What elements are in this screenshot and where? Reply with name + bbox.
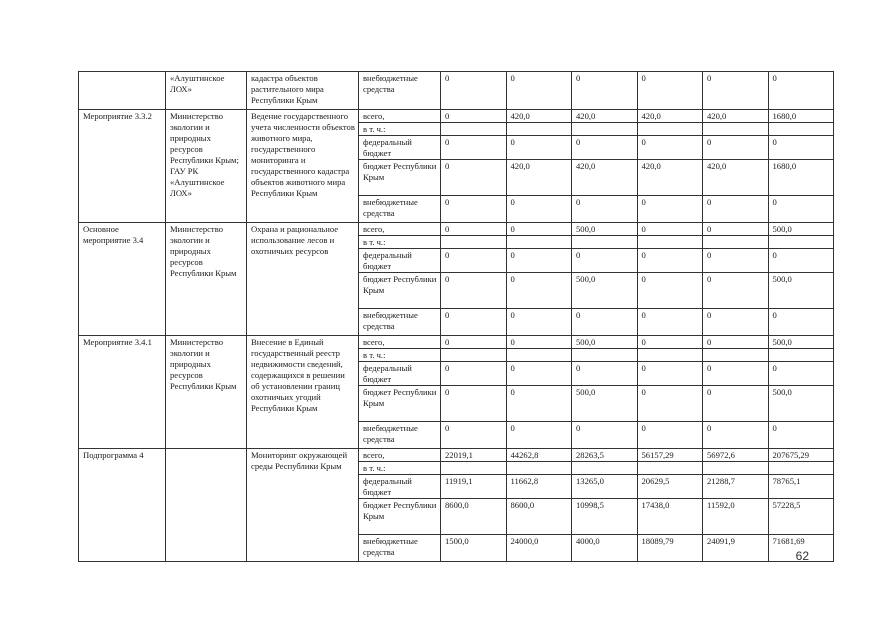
amount-cell: 0 xyxy=(703,309,769,336)
amount-cell: 0 xyxy=(506,362,572,386)
amount-cell: 28263,5 xyxy=(572,449,638,462)
measure-name-cell: Подпрограмма 4 xyxy=(79,449,166,562)
table-row xyxy=(79,336,834,349)
amount-cell: 0 xyxy=(637,273,703,309)
amount-cell xyxy=(703,462,769,475)
table-row xyxy=(79,110,834,123)
amount-cell: 22019,1 xyxy=(441,449,507,462)
amount-cell: 0 xyxy=(441,386,507,422)
description-cell: Охрана и рациональное использование лесов и охотничьих ресурсов xyxy=(247,223,359,336)
executor-cell: «Алуштинское ЛОХ» xyxy=(166,72,247,110)
description-cell: Внесение в Единый государственный реестр недвижимости сведений, содержащихся в решении об установлении границ охотничьих угодий Республики Крым xyxy=(247,336,359,449)
funding-source-cell: бюджет Республики Крым xyxy=(359,386,441,422)
amount-cell xyxy=(768,123,834,136)
amount-cell: 500,0 xyxy=(572,223,638,236)
amount-cell: 500,0 xyxy=(768,223,834,236)
measure-name-cell: Мероприятие 3.3.2 xyxy=(79,110,166,223)
amount-cell xyxy=(768,349,834,362)
amount-cell xyxy=(506,123,572,136)
amount-cell xyxy=(572,462,638,475)
amount-cell: 0 xyxy=(441,362,507,386)
amount-cell: 57228,5 xyxy=(768,499,834,535)
amount-cell xyxy=(441,236,507,249)
description-cell: Мониторинг окружающей среды Республики Крым xyxy=(247,449,359,562)
amount-cell: 500,0 xyxy=(572,336,638,349)
executor-cell xyxy=(166,449,247,562)
amount-cell xyxy=(506,349,572,362)
amount-cell: 0 xyxy=(441,273,507,309)
amount-cell: 420,0 xyxy=(637,110,703,123)
amount-cell: 0 xyxy=(703,362,769,386)
table-row xyxy=(79,449,834,462)
amount-cell: 1680,0 xyxy=(768,110,834,123)
amount-cell: 13265,0 xyxy=(572,475,638,499)
amount-cell: 0 xyxy=(703,249,769,273)
funding-source-cell: бюджет Республики Крым xyxy=(359,160,441,196)
funding-source-cell: в т. ч.: xyxy=(359,236,441,249)
funding-source-cell: всего, xyxy=(359,449,441,462)
amount-cell: 24000,0 xyxy=(506,535,572,562)
funding-source-cell: внебюджетные средства xyxy=(359,309,441,336)
amount-cell: 0 xyxy=(572,422,638,449)
amount-cell xyxy=(441,462,507,475)
amount-cell: 0 xyxy=(768,309,834,336)
amount-cell: 0 xyxy=(506,72,572,110)
amount-cell: 0 xyxy=(703,336,769,349)
funding-source-cell: федеральный бюджет xyxy=(359,249,441,273)
amount-cell: 0 xyxy=(572,196,638,223)
description-cell: кадастра объектов растительного мира Республики Крым xyxy=(247,72,359,110)
amount-cell xyxy=(637,123,703,136)
amount-cell: 0 xyxy=(506,136,572,160)
amount-cell: 420,0 xyxy=(506,110,572,123)
amount-cell: 0 xyxy=(768,72,834,110)
amount-cell xyxy=(572,236,638,249)
amount-cell: 0 xyxy=(441,196,507,223)
amount-cell: 17438,0 xyxy=(637,499,703,535)
amount-cell: 500,0 xyxy=(572,386,638,422)
amount-cell: 0 xyxy=(441,72,507,110)
amount-cell: 78765,1 xyxy=(768,475,834,499)
amount-cell xyxy=(703,236,769,249)
measure-name-cell: Мероприятие 3.4.1 xyxy=(79,336,166,449)
funding-source-cell: в т. ч.: xyxy=(359,462,441,475)
amount-cell: 0 xyxy=(703,196,769,223)
amount-cell: 24091,9 xyxy=(703,535,769,562)
amount-cell xyxy=(703,123,769,136)
amount-cell: 0 xyxy=(637,72,703,110)
amount-cell: 0 xyxy=(768,136,834,160)
amount-cell: 0 xyxy=(768,422,834,449)
amount-cell: 0 xyxy=(506,422,572,449)
funding-source-cell: федеральный бюджет xyxy=(359,362,441,386)
amount-cell: 0 xyxy=(441,110,507,123)
amount-cell: 4000,0 xyxy=(572,535,638,562)
amount-cell: 0 xyxy=(506,249,572,273)
amount-cell: 420,0 xyxy=(703,110,769,123)
budget-table xyxy=(78,71,834,562)
amount-cell xyxy=(637,236,703,249)
funding-source-cell: в т. ч.: xyxy=(359,123,441,136)
amount-cell: 0 xyxy=(506,386,572,422)
amount-cell: 207675,29 xyxy=(768,449,834,462)
table-row xyxy=(79,72,834,110)
measure-name-cell xyxy=(79,72,166,110)
amount-cell: 0 xyxy=(441,336,507,349)
funding-source-cell: внебюджетные средства xyxy=(359,422,441,449)
amount-cell: 56157,29 xyxy=(637,449,703,462)
amount-cell: 0 xyxy=(441,249,507,273)
funding-source-cell: всего, xyxy=(359,110,441,123)
page-number: 62 xyxy=(795,549,809,563)
funding-source-cell: федеральный бюджет xyxy=(359,475,441,499)
amount-cell: 500,0 xyxy=(768,386,834,422)
amount-cell: 0 xyxy=(637,362,703,386)
amount-cell: 44262,8 xyxy=(506,449,572,462)
amount-cell: 0 xyxy=(637,223,703,236)
amount-cell: 0 xyxy=(637,422,703,449)
measure-name-cell: Основное мероприятие 3.4 xyxy=(79,223,166,336)
amount-cell xyxy=(506,462,572,475)
amount-cell: 0 xyxy=(506,273,572,309)
table-row xyxy=(79,223,834,236)
table-body xyxy=(79,72,834,562)
amount-cell xyxy=(703,349,769,362)
amount-cell xyxy=(768,236,834,249)
executor-cell: Министерство экологии и природных ресурсов Республики Крым; ГАУ РК «Алуштинское ЛОХ» xyxy=(166,110,247,223)
amount-cell: 0 xyxy=(703,223,769,236)
amount-cell: 420,0 xyxy=(703,160,769,196)
amount-cell: 56972,6 xyxy=(703,449,769,462)
funding-source-cell: всего, xyxy=(359,336,441,349)
amount-cell xyxy=(441,349,507,362)
amount-cell: 0 xyxy=(506,336,572,349)
amount-cell: 420,0 xyxy=(572,110,638,123)
amount-cell: 1680,0 xyxy=(768,160,834,196)
amount-cell xyxy=(572,123,638,136)
amount-cell: 20629,5 xyxy=(637,475,703,499)
amount-cell: 1500,0 xyxy=(441,535,507,562)
amount-cell: 0 xyxy=(441,136,507,160)
funding-source-cell: всего, xyxy=(359,223,441,236)
amount-cell: 11592,0 xyxy=(703,499,769,535)
amount-cell: 21288,7 xyxy=(703,475,769,499)
amount-cell xyxy=(637,349,703,362)
amount-cell: 0 xyxy=(768,196,834,223)
amount-cell: 0 xyxy=(506,223,572,236)
amount-cell: 11662,8 xyxy=(506,475,572,499)
amount-cell: 0 xyxy=(637,249,703,273)
amount-cell: 0 xyxy=(441,160,507,196)
amount-cell: 0 xyxy=(441,422,507,449)
amount-cell: 0 xyxy=(572,249,638,273)
amount-cell: 0 xyxy=(703,273,769,309)
amount-cell: 71681,69 xyxy=(768,535,834,562)
amount-cell: 0 xyxy=(703,422,769,449)
amount-cell: 0 xyxy=(441,223,507,236)
amount-cell: 0 xyxy=(703,386,769,422)
amount-cell: 0 xyxy=(572,72,638,110)
executor-cell: Министерство экологии и природных ресурсов Республики Крым xyxy=(166,223,247,336)
amount-cell: 0 xyxy=(572,309,638,336)
amount-cell: 0 xyxy=(637,336,703,349)
amount-cell xyxy=(506,236,572,249)
funding-source-cell: внебюджетные средства xyxy=(359,535,441,562)
funding-source-cell: бюджет Республики Крым xyxy=(359,499,441,535)
funding-source-cell: федеральный бюджет xyxy=(359,136,441,160)
amount-cell: 500,0 xyxy=(768,336,834,349)
amount-cell: 420,0 xyxy=(506,160,572,196)
amount-cell: 500,0 xyxy=(572,273,638,309)
description-cell: Ведение государственного учета численности объектов животного мира, государственного мониторинга и государственного кадастра объектов животного мира Республики Крым xyxy=(247,110,359,223)
amount-cell: 11919,1 xyxy=(441,475,507,499)
amount-cell: 0 xyxy=(637,136,703,160)
amount-cell: 0 xyxy=(703,136,769,160)
amount-cell: 0 xyxy=(768,362,834,386)
amount-cell: 420,0 xyxy=(637,160,703,196)
amount-cell xyxy=(768,462,834,475)
amount-cell: 10998,5 xyxy=(572,499,638,535)
funding-source-cell: в т. ч.: xyxy=(359,349,441,362)
amount-cell: 0 xyxy=(572,136,638,160)
amount-cell: 18089,79 xyxy=(637,535,703,562)
amount-cell: 8600,0 xyxy=(441,499,507,535)
amount-cell: 0 xyxy=(572,362,638,386)
amount-cell: 0 xyxy=(506,309,572,336)
amount-cell: 8600,0 xyxy=(506,499,572,535)
executor-cell: Министерство экологии и природных ресурсов Республики Крым xyxy=(166,336,247,449)
amount-cell: 0 xyxy=(637,309,703,336)
amount-cell xyxy=(572,349,638,362)
funding-source-cell: внебюджетные средства xyxy=(359,72,441,110)
amount-cell: 0 xyxy=(637,386,703,422)
amount-cell: 0 xyxy=(637,196,703,223)
amount-cell: 0 xyxy=(768,249,834,273)
amount-cell: 0 xyxy=(441,309,507,336)
funding-source-cell: внебюджетные средства xyxy=(359,196,441,223)
funding-source-cell: бюджет Республики Крым xyxy=(359,273,441,309)
amount-cell xyxy=(441,123,507,136)
amount-cell: 500,0 xyxy=(768,273,834,309)
amount-cell: 0 xyxy=(506,196,572,223)
amount-cell: 420,0 xyxy=(572,160,638,196)
amount-cell: 0 xyxy=(703,72,769,110)
amount-cell xyxy=(637,462,703,475)
